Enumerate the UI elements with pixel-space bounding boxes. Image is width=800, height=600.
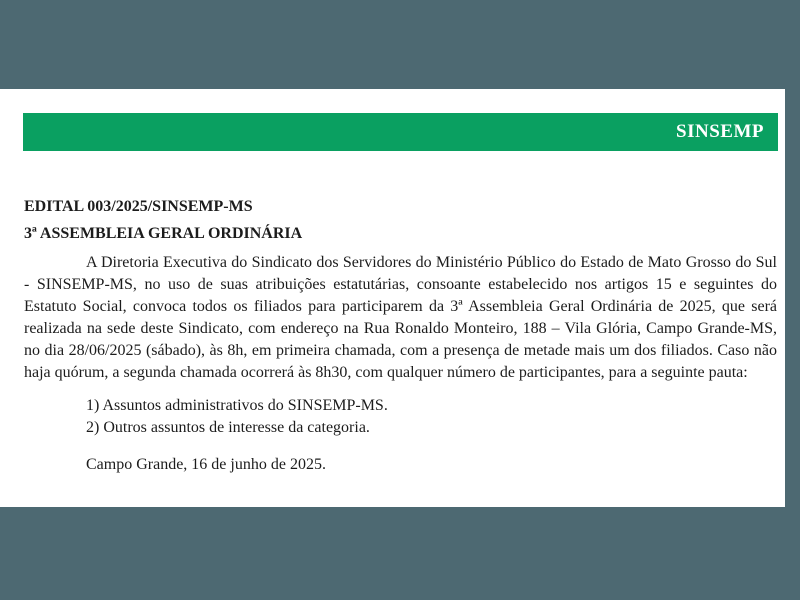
- date-place-line: Campo Grande, 16 de junho de 2025.: [86, 456, 326, 473]
- edital-number-heading: EDITAL 003/2025/SINSEMP-MS: [24, 198, 253, 215]
- agenda-item-2: 2) Outros assuntos de interesse da categoria.: [86, 419, 370, 436]
- agenda-list: [24, 395, 777, 439]
- backdrop-bottom-band: [0, 507, 800, 600]
- agenda-item-1: 1) Assuntos administrativos do SINSEMP-MS.: [86, 397, 388, 414]
- brand-wordmark: SINSEMP: [676, 121, 764, 142]
- header-banner: [23, 113, 778, 151]
- backdrop-right-strip: [785, 0, 800, 600]
- backdrop-top-band: [0, 0, 800, 89]
- assembly-title-heading: 3ª ASSEMBLEIA GERAL ORDINÁRIA: [24, 225, 303, 242]
- convocation-paragraph: A Diretoria Executiva do Sindicato dos Servidores do Ministério Público do Estado de Mato Grosso do Sul - SINSEMP-MS, no uso de suas atribuições estatutárias, consoante estabelecido nos artigos 15 e seguintes do Estatuto Social, convoca todos os filiados para participarem da 3ª Assembleia Geral Ordinária de 2025, que será realizada na sede deste Sindicato, com endereço na Rua Ronaldo Monteiro, 188 – Vila Glória, Campo Grande-MS, no dia 28/06/2025 (sábado), às 8h, em primeira chamada, com a presença de metade mais um dos filiados. Caso não haja quórum, a segunda chamada ocorrerá às 8h30, com qualquer número de participantes, para a seguinte pauta:: [24, 254, 777, 381]
- document-page: [0, 89, 785, 507]
